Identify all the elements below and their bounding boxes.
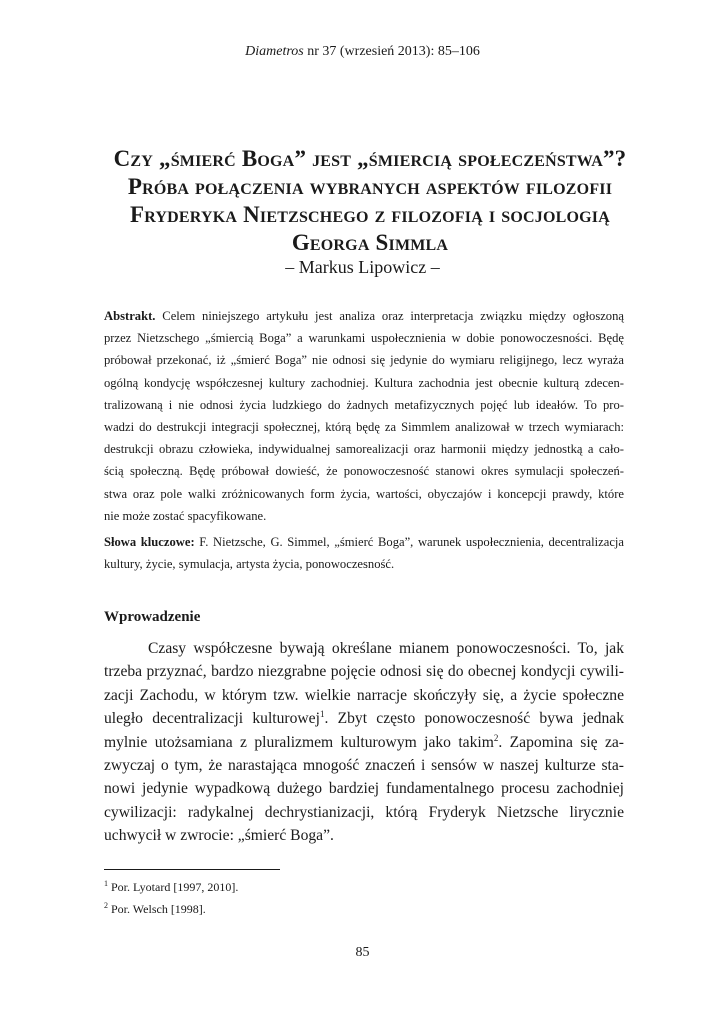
journal-name: Diametros bbox=[245, 44, 304, 59]
body-line: zwyczaj o tym, że narastająca mnogość znaczeń i sensów w naszej kulturze sta- bbox=[104, 757, 624, 775]
page-number: 85 bbox=[355, 945, 370, 960]
keywords-text: F. Nietzsche, G. Simmel, „śmierć Boga”, warunek uspołecznienia, decentralizacja bbox=[194, 535, 625, 549]
abstract bbox=[104, 305, 624, 527]
keywords bbox=[104, 531, 624, 575]
body-line bbox=[104, 707, 624, 730]
abstract-text: Celem niniejszego artykułu jest analiza oraz interpretacja związku między ogłoszoną bbox=[155, 309, 624, 323]
abstract-line: próbował przekonać, iż „śmierć Boga” nie odnosi się jedynie do wymiaru religijnego, lecz wyraża bbox=[104, 353, 624, 368]
footnote-ref-2[interactable]: 2 bbox=[493, 732, 499, 743]
footnote-1 bbox=[104, 880, 238, 895]
keywords-line bbox=[104, 531, 624, 553]
body-text-segment: mylnie utożsamiana z pluralizmem kulturowym jako takim bbox=[104, 733, 494, 751]
abstract-line: przez Nietzschego „śmiercią Boga” a warunkami uspołecznienia w dobie ponowoczesności. Będę bbox=[104, 331, 624, 346]
body-line bbox=[104, 731, 624, 754]
body-line: cywilizacji: radykalnej dechrystianizacji, którą Fryderyk Nietzsche lirycznie bbox=[104, 803, 624, 821]
footnote-text: Por. Lyotard [1997, 2010]. bbox=[108, 880, 239, 894]
body-line: Czasy współczesne bywają określane mianem ponowoczesności. To, jak bbox=[148, 640, 624, 657]
body-text-segment: . Zbyt często ponowoczesność bywa jednak bbox=[324, 710, 624, 728]
title-line: Georga Simmla bbox=[291, 230, 449, 255]
issue-info: nr 37 (wrzesień 2013): 85–106 bbox=[303, 44, 480, 59]
footnote-2 bbox=[104, 902, 206, 917]
body-text-segment: uległo decentralizacji kulturowej bbox=[104, 710, 320, 728]
abstract-line: ścią społeczną. Będę próbował dowieść, że ponowoczesność stanowi okres symulacji społeczeń- bbox=[104, 464, 624, 479]
body-line: trzeba przyznać, bardzo niezgrabne pojęcie odnosi się do obecnej kondycji cywili- bbox=[104, 663, 624, 681]
title-line: Fryderyka Nietzschego z filozofią i socjologią bbox=[129, 202, 610, 227]
abstract-line: tralizowaną i nie odnosi życia ludzkiego do żadnych metafizycznych pojęć lub ideałów. To pro- bbox=[104, 397, 624, 412]
abstract-label: Abstrakt. bbox=[104, 309, 156, 323]
body-line: uchwycił w zwrocie: „śmierć Boga”. bbox=[104, 827, 334, 845]
abstract-line: nie może zostać spacyfikowane. bbox=[104, 508, 267, 523]
body-line: zacji Zachodu, w którym tzw. wielkie narracje skończyły się, a życie społeczne bbox=[104, 686, 624, 704]
body-paragraph bbox=[104, 637, 624, 848]
section-heading: Wprowadzenie bbox=[104, 609, 201, 625]
footnote-mark: 1 bbox=[104, 879, 108, 888]
keywords-label: Słowa kluczowe: bbox=[104, 535, 195, 549]
footnote-divider bbox=[104, 869, 280, 870]
footnote-mark: 2 bbox=[104, 901, 108, 910]
footnote-text: Por. Welsch [1998]. bbox=[108, 902, 206, 916]
footnote-ref-1[interactable]: 1 bbox=[319, 709, 325, 720]
title-line: Próba połączenia wybranych aspektów filozofii bbox=[127, 174, 613, 199]
body-line: nowi jedynie wypadkową dużego bardziej fundamentalnego procesu zachodniej bbox=[104, 780, 624, 798]
keywords-line: kultury, życie, symulacja, artysta życia, ponowoczesność. bbox=[104, 557, 395, 571]
abstract-line: stwa oraz pole walki zróżnicowanych form życia, wartości, obyczajów i koncepcji prawdy, które bbox=[104, 486, 624, 501]
abstract-line bbox=[104, 305, 624, 327]
abstract-line: wadzi do destrukcji integracji społecznej, którą będę za Simmlem analizował w trzech wymiarach: bbox=[104, 420, 624, 435]
body-text-segment: . Zapomina się za- bbox=[498, 733, 624, 751]
title-line: Czy „śmierć Boga” jest „śmiercią społeczeństwa”? bbox=[113, 146, 627, 171]
abstract-line: destrukcji obrazu człowieka, indywidualnej samorealizacji oraz harmonii między jednostką a cało- bbox=[104, 442, 624, 457]
running-head bbox=[0, 44, 725, 60]
abstract-line: ogólną kondycję współczesnej kultury zachodniej. Kultura zachodnia jest obecnie kulturą zdecen- bbox=[104, 375, 624, 390]
article-title bbox=[70, 145, 670, 257]
author-name: – Markus Lipowicz – bbox=[285, 257, 440, 277]
